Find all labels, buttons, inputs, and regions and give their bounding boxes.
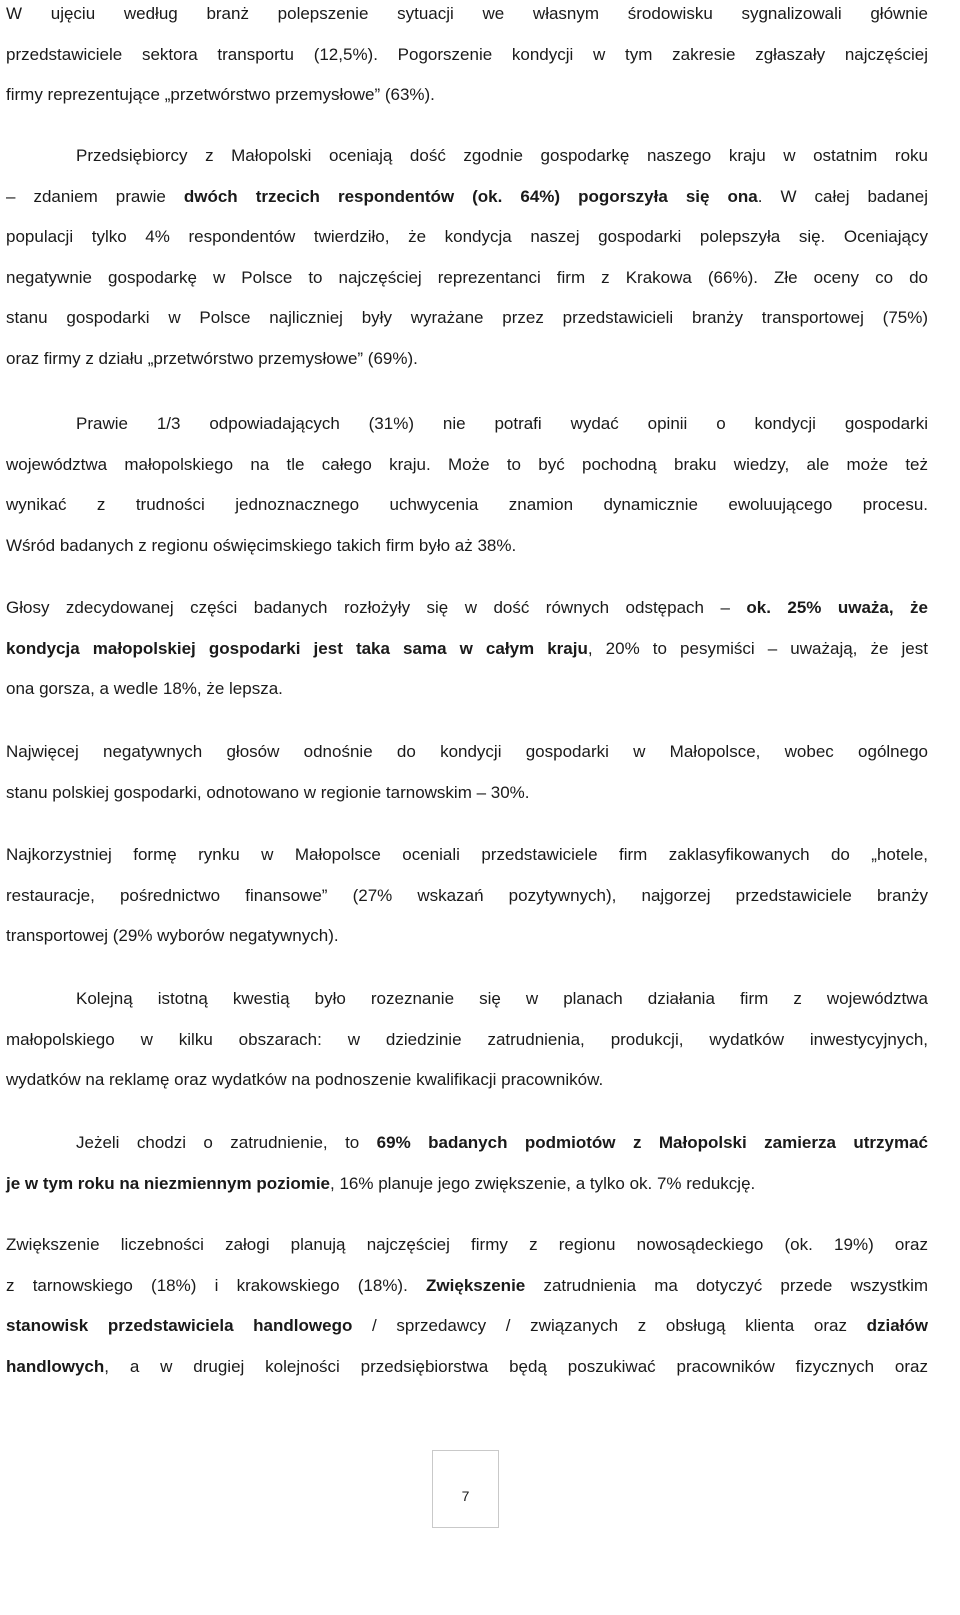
text-line: stanu gospodarki w Polsce najliczniej były wyrażane przez przedstawicieli branży transportowej (75%)	[6, 308, 928, 327]
text-segment: Kolejną istotną kwestią było rozeznanie się w planach działania firm z województwa	[76, 989, 928, 1008]
text-line	[6, 1164, 928, 1205]
text-line	[6, 136, 928, 177]
text-line: stanu polskiej gospodarki, odnotowano w regionie tarnowskim – 30%.	[6, 782, 530, 802]
text-line: Zwiększenie liczebności załogi planują najczęściej firmy z regionu nowosądeckiego (ok. 19%) oraz	[6, 1235, 928, 1254]
bold-text: kondycja małopolskiej gospodarki jest taka sama w całym kraju	[6, 638, 588, 658]
text-line: populacji tylko 4% respondentów twierdziło, że kondycja naszej gospodarki polepszyła się. Oceniający	[6, 227, 928, 246]
text-line	[6, 1266, 928, 1307]
text-line: przedstawiciele sektora transportu (12,5%). Pogorszenie kondycji w tym zakresie zgłaszały najczęściej	[6, 44, 928, 64]
text-line: transportowej (29% wyborów negatywnych).	[6, 926, 339, 945]
text-segment: Prawie 1/3 odpowiadających (31%) nie potrafi wydać opinii o kondycji gospodarki	[76, 414, 928, 433]
text-line: restauracje, pośrednictwo finansowe” (27% wskazań pozytywnych), najgorzej przedstawiciele branży	[6, 885, 928, 905]
bold-text: Zwiększenie	[426, 1275, 526, 1295]
text-line	[6, 629, 928, 670]
text-line	[6, 979, 928, 1020]
text-line: województwa małopolskiego na tle całego kraju. Może to być pochodną braku wiedzy, ale może też	[6, 454, 928, 474]
paragraph-5	[6, 732, 928, 813]
text-segment: , 20% to pesymiści – uważają, że jest	[587, 638, 928, 658]
text-line	[6, 1306, 928, 1347]
bold-text: 69% badanych podmiotów z Małopolski zamierza utrzymać	[376, 1133, 929, 1152]
text-segment: , a w drugiej kolejności przedsiębiorstwa będą poszukiwać pracowników fizycznych oraz	[104, 1356, 928, 1376]
text-segment: Jeżeli chodzi o zatrudnienie, to	[76, 1133, 377, 1152]
bold-text: stanowisk przedstawiciela handlowego	[6, 1316, 353, 1335]
text-line: firmy reprezentujące „przetwórstwo przemysłowe” (63%).	[6, 85, 435, 104]
text-segment: . W całej badanej	[757, 186, 928, 206]
text-line: wydatków na reklamę oraz wydatków na podnoszenie kwalifikacji pracowników.	[6, 1070, 604, 1089]
paragraph-6	[6, 835, 928, 957]
text-line	[6, 1347, 928, 1388]
text-line	[6, 404, 928, 445]
text-line: ona gorsza, a wedle 18%, że lepsza.	[6, 679, 283, 698]
text-line: negatywnie gospodarkę w Polsce to najczęściej reprezentanci firm z Krakowa (66%). Złe oceny co do	[6, 267, 928, 287]
paragraph-4	[6, 588, 928, 710]
bold-text: handlowych	[6, 1356, 105, 1376]
paragraph-9	[6, 1225, 928, 1387]
paragraph-2	[6, 136, 928, 379]
text-segment: – zdaniem prawie	[6, 186, 184, 206]
page-number-box	[432, 1450, 499, 1528]
paragraph-3	[6, 404, 928, 566]
text-line: Najwięcej negatywnych głosów odnośnie do kondycji gospodarki w Małopolsce, wobec ogólnego	[6, 742, 928, 761]
text-segment: zatrudnienia ma dotyczyć przede wszystkim	[525, 1275, 929, 1295]
text-line	[6, 588, 928, 629]
paragraph-8	[6, 1123, 928, 1204]
text-line	[6, 177, 928, 218]
text-segment: , 16% planuje jego zwiększenie, a tylko ok. 7% redukcję.	[330, 1173, 756, 1193]
text-line	[6, 1123, 928, 1164]
text-line: oraz firmy z działu „przetwórstwo przemysłowe” (69%).	[6, 348, 418, 368]
paragraph-1	[6, 0, 928, 116]
bold-text: działów	[866, 1316, 929, 1335]
page-number: 7	[461, 1488, 470, 1504]
paragraph-7	[6, 979, 928, 1101]
bold-text: ok. 25% uważa, że	[746, 598, 928, 617]
bold-text: dwóch trzecich respondentów (ok. 64%) pogorszyła się ona	[183, 186, 758, 206]
text-segment: Głosy zdecydowanej części badanych rozłożyły się w dość równych odstępach –	[6, 598, 747, 617]
text-segment: Przedsiębiorcy z Małopolski oceniają dość zgodnie gospodarkę naszego kraju w ostatnim roku	[76, 146, 928, 165]
text-line: W ujęciu według branż polepszenie sytuacji we własnym środowisku sygnalizowali głównie	[6, 4, 928, 23]
text-line: małopolskiego w kilku obszarach: w dziedzinie zatrudnienia, produkcji, wydatków inwestycyjnych,	[6, 1029, 928, 1049]
text-line: Najkorzystniej formę rynku w Małopolsce oceniali przedstawiciele firm zaklasyfikowanych do „hotele,	[6, 845, 928, 864]
text-segment: / sprzedawcy / związanych z obsługą klienta oraz	[352, 1316, 867, 1335]
text-line: Wśród badanych z regionu oświęcimskiego takich firm było aż 38%.	[6, 535, 517, 555]
bold-text: je w tym roku na niezmiennym poziomie	[6, 1173, 331, 1193]
text-segment: z tarnowskiego (18%) i krakowskiego (18%).	[6, 1275, 427, 1295]
text-line: wynikać z trudności jednoznacznego uchwycenia znamion dynamicznie ewoluującego procesu.	[6, 495, 928, 514]
